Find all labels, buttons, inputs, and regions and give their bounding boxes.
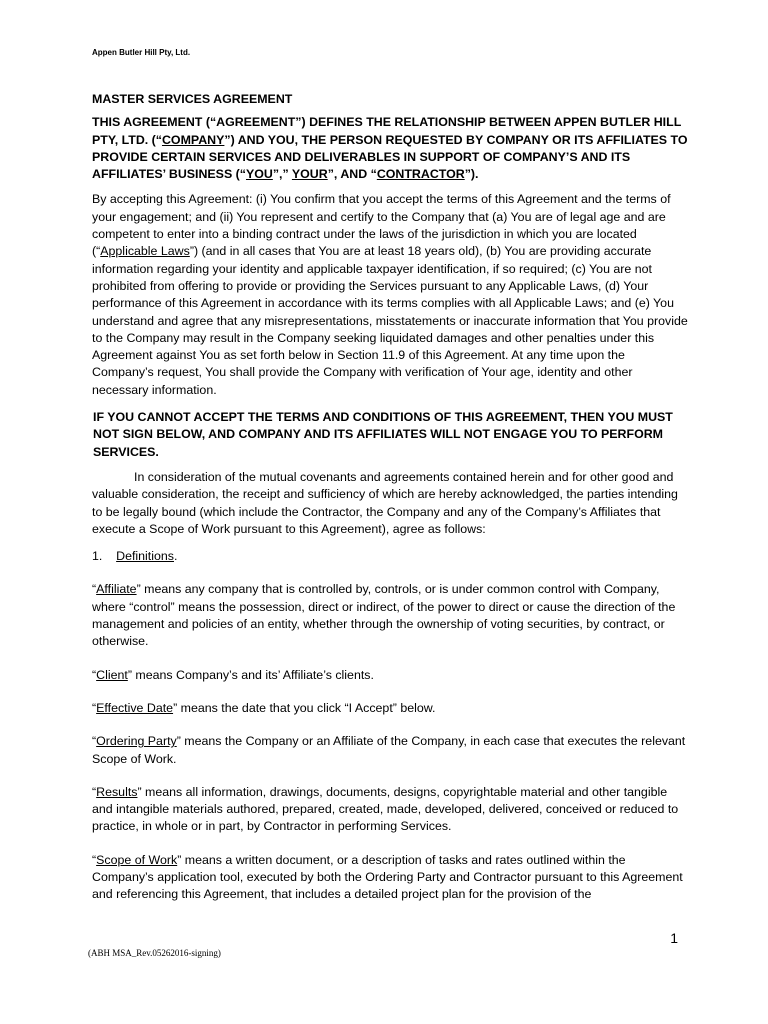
definition-term: Results [96, 784, 138, 799]
consideration-paragraph: In consideration of the mutual covenants and agreements contained herein and for other good and valuable consideration, the receipt and sufficiency of which are hereby acknowledged, the parties intending to be legally bound (which include the Contractor, the Company and any of the Company’s Affiliates that execute a Scope of Work pursuant to this Agreement), agree as follows: [92, 469, 678, 536]
definition-term: Scope of Work [96, 852, 178, 867]
term-contractor: CONTRACTOR [376, 167, 465, 182]
definition-term: Effective Date [96, 700, 174, 715]
term-your: YOUR [291, 167, 328, 182]
acceptance-paragraph: By accepting this Agreement: (i) You confirm that you accept the terms of this Agreement and the terms of your engagement; and (ii) You represent and certify to the Company that (a) You are of legal age and are competent to enter into a binding contract under the laws of the jurisdiction in which you are located (“Applicable Laws”) (and in all cases that You are at least 18 years old), (b) You are providing accurate information regarding your identity and applicable taxpayer identification, if so required; (c) You are not prohibited from offering to provide or providing the Services pursuant to any Applicable Laws, (d) Your performance of this Agreement in accordance with its terms complies with all Applicable Laws; and (e) You understand and agree that any misrepresentations, misstatements or inaccurate information that You provide to the Company may result in the Company seeking liquidated damages and other penalties under this Agreement against You as set forth below in Section 11.9 of this Agreement. At any time upon the Company’s request, You shall provide the Company with verification of Your age, identity and other necessary information. [92, 192, 688, 397]
section-title: Definitions [116, 549, 174, 564]
definition-term: Affiliate [96, 582, 137, 597]
definition-scope-of-work: “Scope of Work” means a written document, or a description of tasks and rates outlined within the Company’s application tool, executed by both the Ordering Party and Contractor pursuant to this Agreement and referencing this Agreement, that includes a detailed project plan for the provision of the [92, 852, 683, 902]
term-you: YOU [245, 167, 273, 182]
definition-term: Client [96, 667, 128, 682]
definition-term: Ordering Party [96, 734, 177, 749]
definition-effective-date: “Effective Date” means the date that you click “I Accept” below. [92, 700, 436, 715]
page-header: Appen Butler Hill Pty, Ltd. [92, 48, 191, 57]
term-applicable-laws: Applicable Laws [100, 244, 190, 259]
page-number: 1 [670, 930, 678, 946]
definition-affiliate: “Affiliate” means any company that is controlled by, controls, or is under common control with Company, where “control” means the possession, direct or indirect, of the power to direct or cause the direction of the management and policies of an entity, whether through the ownership of voting securities, by contract, or otherwise. [92, 582, 676, 649]
section-number: 1. [92, 549, 103, 564]
definition-results: “Results” means all information, drawings, documents, designs, copyrightable material and other tangible and intangible materials authored, prepared, created, made, developed, delivered, conceived or reduced to practice, in whole or in part, by Contractor in performing Services. [92, 784, 679, 834]
section-heading: 1. Definitions. [92, 549, 178, 564]
document-body [92, 91, 688, 920]
page-footer: (ABH MSA_Rev.05262016-signing) [88, 948, 221, 958]
definition-client: “Client” means Company’s and its’ Affiliate’s clients. [92, 667, 374, 682]
warning-paragraph: IF YOU CANNOT ACCEPT THE TERMS AND CONDITIONS OF THIS AGREEMENT, THEN YOU MUST NOT SIGN BELOW, AND COMPANY AND ITS AFFILIATES WILL NOT ENGAGE YOU TO PERFORM SERVICES. [93, 410, 673, 459]
term-company: COMPANY [161, 132, 225, 147]
definition-ordering-party: “Ordering Party” means the Company or an Affiliate of the Company, in each case that executes the relevant Scope of Work. [92, 734, 686, 766]
document-title: MASTER SERVICES AGREEMENT [92, 92, 293, 106]
intro-paragraph: THIS AGREEMENT (“AGREEMENT”) DEFINES THE RELATIONSHIP BETWEEN APPEN BUTLER HILL PTY, LTD. (“COMPANY”) AND YOU, THE PERSON REQUESTED BY COMPANY OR ITS AFFILIATES TO PROVIDE CERTAIN SERVICES AND DELIVERABLES IN SUPPORT OF COMPANY’S AND ITS AFFILIATES’ BUSINESS (“YOU”,” YOUR”, AND “CONTRACTOR”). [92, 115, 688, 182]
